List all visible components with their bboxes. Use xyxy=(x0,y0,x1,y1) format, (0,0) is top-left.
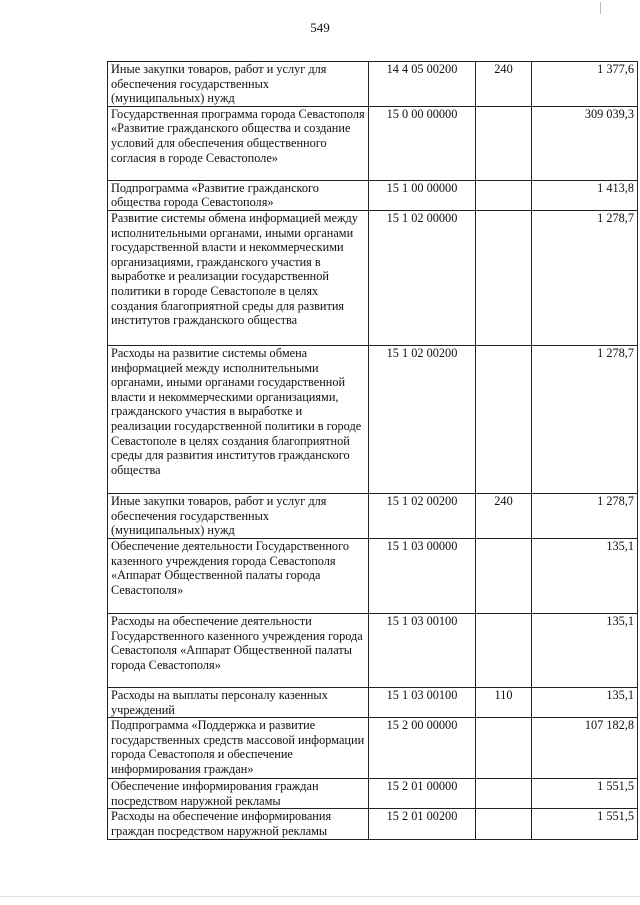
table-row xyxy=(108,718,638,779)
target-code-cell: 15 1 02 00200 xyxy=(369,345,476,493)
scan-edge-mark xyxy=(600,2,601,14)
scan-edge-mark xyxy=(0,896,640,897)
item-name-cell: Обеспечение информирования граждан посредством наружной рекламы xyxy=(108,779,369,809)
table-row xyxy=(108,180,638,210)
target-code-cell: 15 1 03 00100 xyxy=(369,687,476,717)
item-name-cell: Обеспечение деятельности Государственного казенного учреждения города Севастополя «Аппарат Общественной палаты города Севастополя» xyxy=(108,538,369,613)
target-code-cell: 15 1 03 00000 xyxy=(369,538,476,613)
expense-type-cell xyxy=(476,180,532,210)
expense-type-cell xyxy=(476,809,532,839)
target-code-cell: 15 1 02 00000 xyxy=(369,210,476,345)
expense-type-cell xyxy=(476,538,532,613)
item-name-cell: Расходы на обеспечение деятельности Государственного казенного учреждения города Севастополя «Аппарат Общественной палаты города Севастополя» xyxy=(108,613,369,687)
expense-type-cell xyxy=(476,779,532,809)
page-number: 549 xyxy=(310,20,330,35)
target-code-cell: 15 2 01 00200 xyxy=(369,809,476,839)
item-name-cell: Подпрограмма «Развитие гражданского общества города Севастополя» xyxy=(108,180,369,210)
amount-cell: 1 278,7 xyxy=(532,345,638,493)
amount-cell: 135,1 xyxy=(532,687,638,717)
amount-cell: 135,1 xyxy=(532,613,638,687)
table-row xyxy=(108,809,638,839)
expense-type-cell xyxy=(476,210,532,345)
item-name-cell: Подпрограмма «Поддержка и развитие государственных средств массовой информации города Севастополя и обеспечение информирования граждан» xyxy=(108,718,369,779)
table-row xyxy=(108,106,638,180)
item-name-cell: Иные закупки товаров, работ и услуг для обеспечения государственных (муниципальных) нужд xyxy=(108,62,369,107)
item-name-cell: Иные закупки товаров, работ и услуг для обеспечения государственных (муниципальных) нужд xyxy=(108,493,369,538)
amount-cell: 1 551,5 xyxy=(532,809,638,839)
table-row xyxy=(108,62,638,107)
expense-type-cell xyxy=(476,106,532,180)
amount-cell: 1 551,5 xyxy=(532,779,638,809)
table-row xyxy=(108,687,638,717)
amount-cell: 107 182,8 xyxy=(532,718,638,779)
amount-cell: 1 377,6 xyxy=(532,62,638,107)
item-name-cell: Расходы на развитие системы обмена информацией между исполнительными органами, иными органами государственной власти и некоммерческими организациями, гражданского участия в выработке и реализации государственной политики в городе Севастополе в целях создания благоприятной среды для развития институтов гражданского общества xyxy=(108,345,369,493)
amount-cell: 1 278,7 xyxy=(532,210,638,345)
target-code-cell: 15 1 02 00200 xyxy=(369,493,476,538)
target-code-cell: 15 1 03 00100 xyxy=(369,613,476,687)
budget-table xyxy=(107,61,638,840)
table-row xyxy=(108,493,638,538)
expense-type-cell xyxy=(476,613,532,687)
target-code-cell: 15 1 00 00000 xyxy=(369,180,476,210)
target-code-cell: 15 0 00 00000 xyxy=(369,106,476,180)
expense-type-cell xyxy=(476,345,532,493)
target-code-cell: 15 2 00 00000 xyxy=(369,718,476,779)
amount-cell: 309 039,3 xyxy=(532,106,638,180)
target-code-cell: 14 4 05 00200 xyxy=(369,62,476,107)
target-code-cell: 15 2 01 00000 xyxy=(369,779,476,809)
table-row xyxy=(108,538,638,613)
table-row xyxy=(108,779,638,809)
item-name-cell: Развитие системы обмена информацией между исполнительными органами, иными органами государственной власти и некоммерческими организациями, гражданского участия в выработке и реализации государственной политики в городе Севастополе в целях создания благоприятной среды для развития институтов гражданского общества xyxy=(108,210,369,345)
expense-type-cell xyxy=(476,718,532,779)
amount-cell: 1 278,7 xyxy=(532,493,638,538)
table-row xyxy=(108,210,638,345)
amount-cell: 1 413,8 xyxy=(532,180,638,210)
item-name-cell: Расходы на выплаты персоналу казенных учреждений xyxy=(108,687,369,717)
amount-cell: 135,1 xyxy=(532,538,638,613)
budget-table-body xyxy=(108,62,638,840)
item-name-cell: Государственная программа города Севастополя «Развитие гражданского общества и создание условий для обеспечения общественного согласия в городе Севастополе» xyxy=(108,106,369,180)
expense-type-cell: 240 xyxy=(476,62,532,107)
table-row xyxy=(108,613,638,687)
table-row xyxy=(108,345,638,493)
expense-type-cell: 110 xyxy=(476,687,532,717)
item-name-cell: Расходы на обеспечение информирования граждан посредством наружной рекламы xyxy=(108,809,369,839)
expense-type-cell: 240 xyxy=(476,493,532,538)
